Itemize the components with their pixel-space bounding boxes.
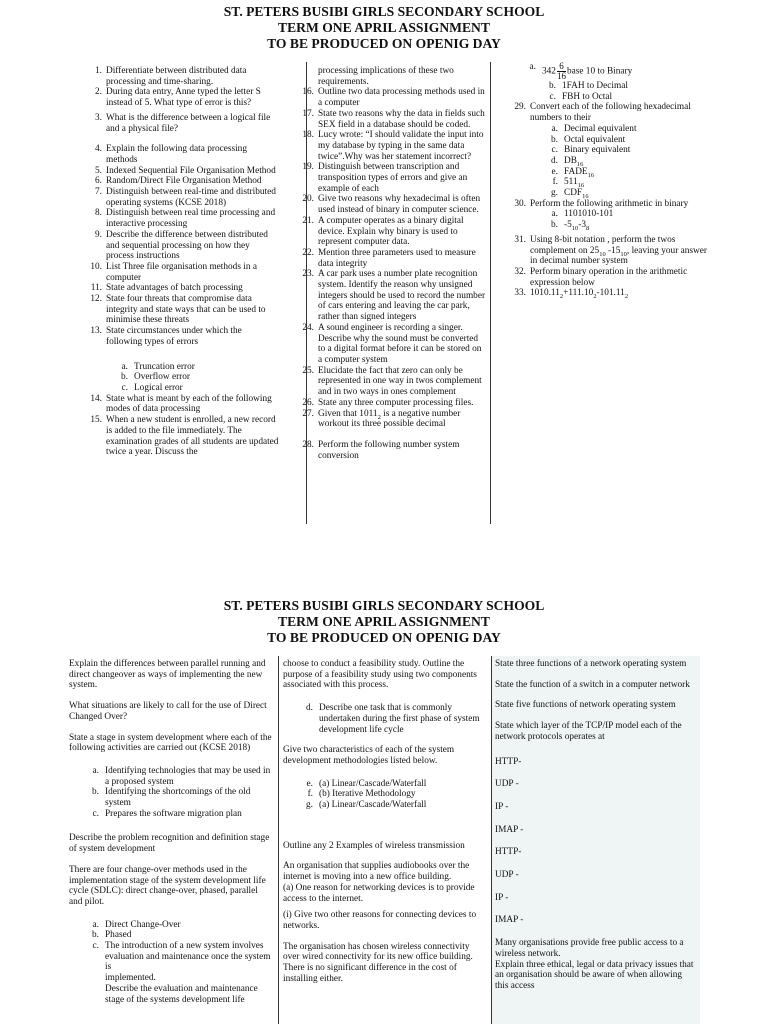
question: 22. Mention three parameters used to measure data integrity [302, 247, 476, 269]
question: 16. Outline two data processing methods used in a computer [302, 87, 485, 109]
sub-item: g. (a) Linear/Cascade/Waterfall [306, 800, 427, 811]
question: 9. Describe the difference between distributed and sequential processing on how they process instructions [95, 229, 268, 262]
protocol-label: HTTP- [495, 756, 522, 767]
paragraph: State the function of a switch in a computer network [495, 679, 690, 690]
question: 10. List Three file organisation methods in a computer [90, 261, 257, 283]
question-continuation: processing implications of these two requirements. [318, 66, 454, 87]
sub-item: c. FBH to Octal [549, 91, 613, 102]
question: 13. State circumstances under which the following types of errors [90, 326, 242, 347]
question: 17. State two reasons why the data in fields such SEX field in a database should be coded. [302, 108, 485, 130]
sub-item: b. $-5_{10}-3_8$ [551, 220, 590, 232]
page1-column-2 [296, 66, 486, 461]
question: 28. Perform the following number system conversion [302, 439, 460, 461]
question: 24. A sound engineer is recording a singer. Describe why the sound must be converted to a digital format before it can be stored on a computer system [302, 322, 482, 365]
sub-item: a. Direct Change-Over [92, 919, 181, 930]
page2-column-3 [495, 659, 695, 992]
paragraph: An organisation that supplies audiobooks over the internet is moving into a new office building. [283, 861, 470, 883]
page1-header [0, 4, 768, 52]
question: 19. Distinguish between transcription and transposition types of errors and give an example of each [302, 162, 468, 194]
question: 29. Convert each of the following hexadecimal numbers to their [514, 102, 691, 124]
paragraph: (i) Give two other reasons for connecting devices to networks. [283, 910, 477, 931]
page1-column-1 [84, 66, 280, 458]
question: 32. Perform binary operation in the arithmetic expression below [514, 266, 688, 288]
paragraph: What situations are likely to call for the use of Direct Changed Over? [69, 701, 267, 722]
paragraph: State three functions of a network operating system [495, 659, 687, 669]
sub-item: c. Binary equivalent [551, 145, 631, 156]
paragraph: State five functions of network operating system [495, 700, 676, 711]
question: 12. State four threats that compromise data integrity and state ways that can be used to minimise these threats [90, 294, 266, 326]
assignment-title: TERM ONE APRIL ASSIGNMENT [278, 614, 490, 629]
sub-item: c. Logical error [121, 382, 183, 393]
question: 21. A computer operates as a binary digital device. Explain why binary is used to represent computer data. [302, 215, 464, 248]
sub-item: f. $511_{16}$ [552, 177, 585, 190]
question: 15. When a new student is enrolled, a new record is added to the file immediately. The examination grades of all students are updated twice a year. Discuss the [90, 415, 279, 458]
sub-item: d. Describe one task that is commonly undertaken during the first phase of system development life cycle [306, 703, 480, 735]
sub-item: a. Truncation error [121, 361, 195, 372]
page2-header [0, 598, 768, 646]
question: 14. State what is meant by each of the following modes of data processing [90, 393, 272, 415]
protocol-label: IP - [495, 892, 509, 903]
question: 8. Distinguish between real time processing and interactive processing [95, 208, 276, 230]
question: 23. A car park uses a number plate recognition system. Identify the reason why unsigned integers should be used to record the number of cars entering and leaving the car park, rather than signed integers [302, 269, 486, 323]
paragraph: Give two characteristics of each of the system development methodologies listed below. [283, 745, 455, 766]
question: 2. During data entry, Anne typed the letter S instead of 5. What type of error is this? [95, 87, 261, 109]
question: 33. $1010.11_2+111.10_2-101.11_2$ [514, 288, 629, 301]
sub-item: b. 1FAH to Decimal [549, 81, 628, 91]
sub-item: b. Phased [92, 930, 132, 941]
production-note: TO BE PRODUCED ON OPENIG DAY [267, 630, 501, 645]
school-name: ST. PETERS BUSIBI GIRLS SECONDARY SCHOOL [223, 4, 545, 19]
sub-item: a. Identifying technologies that may be used in a proposed system [92, 765, 271, 787]
page1-column-3 [508, 62, 708, 299]
sub-item: e. (a) Linear/Cascade/Waterfall [306, 778, 427, 789]
paragraph: The organisation has chosen wireless connectivity over wired connectivity for its new office building. There is no significant difference in the cost of installing either. [283, 941, 473, 984]
question: 25. Elucidate the fact that zero can only be represented in one way in twos complement and in two ways in ones complement [302, 365, 482, 398]
page2-column-2 [283, 659, 487, 984]
question: 5. Indexed Sequential File Organisation Method [95, 165, 276, 176]
column-divider [490, 62, 491, 524]
sub-item: d. $DB_{16}$ [551, 155, 584, 168]
question: 4. Explain the following data processing methods [95, 144, 247, 165]
paragraph: Describe the problem recognition and definition stage of system development [69, 833, 270, 855]
paragraph: There are four change-over methods used in the implementation stage of the system development life cycle (SDLC): direct change-over, phased, parallel and pilot. [69, 864, 266, 907]
paragraph: State which layer of the TCP/IP model each of the network protocols operates at [495, 721, 682, 742]
protocol-label: HTTP- [495, 847, 522, 858]
paragraph: choose to conduct a feasibility study. Outline the purpose of a feasibility study using two components associated with this process. [283, 659, 477, 691]
sub-item: a. 342 $\frac{6}{16}$ base 10 to Binary [529, 61, 633, 81]
sub-item: e. $FADE_{16}$ [551, 166, 595, 179]
school-name: ST. PETERS BUSIBI GIRLS SECONDARY SCHOOL [223, 598, 545, 613]
question: 20. Give two reasons why hexadecimal is often used instead of binary in computer science. [302, 194, 481, 216]
paragraph: (a) One reason for networking devices is to provide access to the internet. [283, 882, 475, 904]
question: 3. What is the difference between a logical file and a physical file? [95, 112, 271, 134]
paragraph: Explain the differences between parallel running and direct changeover as ways of implementing the new system. [69, 659, 266, 691]
column-divider [278, 656, 279, 1024]
sub-item: g. $CDF_{16}$ [551, 188, 589, 200]
column-divider [491, 656, 492, 1024]
sub-item-continuation: implemented. [105, 973, 156, 984]
page2-column-1 [69, 659, 273, 1005]
production-note: TO BE PRODUCED ON OPENIG DAY [267, 36, 501, 51]
assignment-title: TERM ONE APRIL ASSIGNMENT [278, 20, 490, 35]
sub-item: c. Prepares the software migration plan [92, 808, 242, 819]
paragraph: State a stage in system development where each of the following activities are carried out (KCSE 2018) [69, 732, 272, 754]
question: 18. Lucy wrote: “I should validate the input into my database by typing in the same data twice”.Why was her statement incorrect? [302, 130, 484, 162]
paragraph: Explain three ethical, legal or data privacy issues that an organisation should be aware of when allowing this access [495, 959, 694, 991]
protocol-label: IMAP - [495, 915, 524, 926]
sub-item: b. Identifying the shortcomings of the old system [92, 787, 251, 809]
paragraph: Outline any 2 Examples of wireless transmission [283, 840, 465, 851]
protocol-label: IP - [495, 801, 509, 812]
sub-item-continuation: Describe the evaluation and maintenance stage of the systems development life [105, 983, 258, 1005]
sub-item: a. 1101010-101 [551, 209, 614, 220]
question: 30. Perform the following arithmetic in binary [514, 198, 689, 209]
sub-item: c. The introduction of a new system involves evaluation and maintenance once the system is [92, 941, 271, 973]
question: 26. State any three computer processing files. [302, 397, 474, 408]
question: 31. Using 8-bit notation , perform the twos complement on $25_{10}$ $-15_{10}$, leaving your answer in decimal number system [514, 234, 707, 267]
fraction: $\frac{6}{16}$ [556, 61, 566, 81]
protocol-label: IMAP - [495, 824, 524, 835]
sub-item: a. Decimal equivalent [551, 123, 637, 134]
question: 11. State advantages of batch processing [90, 283, 243, 294]
question: 7. Distinguish between real-time and distributed operating systems (KCSE 2018) [95, 187, 276, 208]
sub-item: b. Octal equivalent [551, 134, 626, 145]
paragraph: Many organisations provide free public access to a wireless network. [495, 938, 684, 959]
question: 1. Differentiate between distributed data processing and time-sharing. [95, 66, 247, 87]
protocol-label: UDP - [495, 870, 519, 881]
question: 27. Given that $1011_2$ is a negative number workout its three possible decimal [302, 408, 461, 430]
question: 6. Random/Direct File Organisation Method [95, 176, 262, 187]
protocol-label: UDP - [495, 779, 519, 790]
sub-item: b. Overflow error [121, 372, 191, 383]
sub-item: f. (b) Iterative Methodology [307, 789, 416, 800]
